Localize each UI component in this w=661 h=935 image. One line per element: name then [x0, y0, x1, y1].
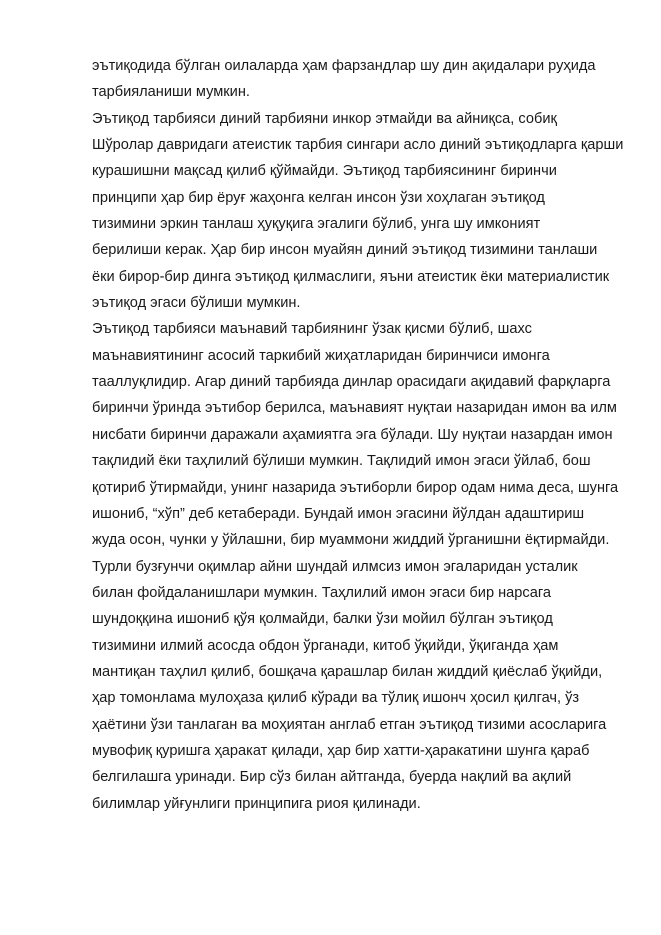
text-line: шундоққина ишониб қўя қолмайди, балки ўзи мойил бўлган эътиқод: [92, 611, 553, 628]
text-line: Шўролар давридаги атеистик тарбия сингари асло диний эътиқодларга қарши: [92, 137, 624, 154]
text-line: тааллуқлидир. Агар диний тарбияда динлар орасидаги ақидавий фарқларга: [92, 374, 611, 391]
text-line: ҳар томонлама мулоҳаза қилиб кўради ва тўлиқ ишонч ҳосил қилгач, ўз: [92, 690, 580, 707]
text-line: Эътиқод тарбияси диний тарбияни инкор этмайди ва айниқса, собиқ: [92, 110, 557, 127]
text-line: курашишни мақсад қилиб қўймайди. Эътиқод тарбиясининг биринчи: [92, 163, 557, 180]
text-line: нисбати биринчи даражали аҳамиятга эга бўлади. Шу нуқтаи назардан имон: [92, 426, 613, 443]
text-line: билимлар уйғунлиги принципига риоя қилинади.: [92, 795, 421, 812]
text-line: эътиқод эгаси бўлиши мумкин.: [92, 295, 301, 312]
text-line: маънавиятининг асосий таркибий жиҳатларидан биринчиси имонга: [92, 347, 550, 364]
document-body: [92, 53, 652, 817]
text-line: мантиқан таҳлил қилиб, бошқача қарашлар билан жиддий қиёслаб ўқийди,: [92, 663, 603, 680]
text-line: Эътиқод тарбияси маънавий тарбиянинг ўзак қисми бўлиб, шахс: [92, 321, 532, 338]
text-line: билан фойдаланишлари мумкин. Таҳлилий имон эгаси бир нарсага: [92, 584, 551, 601]
text-line: ишониб, “хўп” деб кетаберади. Бундай имон эгасини йўлдан адаштириш: [92, 505, 585, 522]
text-line: жуда осон, чунки у ўйлашни, бир муаммони жиддий ўрганишни ёқтирмайди.: [92, 532, 610, 549]
text-line: тизимини эркин танлаш ҳуқуқига эгалиги бўлиб, унга шу имконият: [92, 216, 541, 233]
text-line: тарбияланиши мумкин.: [92, 84, 250, 101]
text-line: ёки бирор-бир динга эътиқод қилмаслиги, яъни атеистик ёки материалистик: [92, 268, 610, 285]
text-line: қотириб ўтирмайди, унинг назарида эътиборли бирор одам нима деса, шунга: [92, 479, 619, 496]
text-line: эътиқодида бўлган оилаларда ҳам фарзандлар шу дин ақидалари руҳида: [92, 58, 596, 74]
text-line: Турли бузғунчи оқимлар айни шундай илмсиз имон эгаларидан усталик: [92, 558, 578, 575]
text-line: тақлидий ёки таҳлилий бўлиши мумкин. Тақлидий имон эгаси ўйлаб, бош: [92, 453, 591, 470]
text-line: принципи ҳар бир ёруғ жаҳонга келган инсон ўзи хоҳлаган эътиқод: [92, 189, 545, 206]
text-line: берилиши керак. Ҳар бир инсон муайян диний эътиқод тизимини танлаши: [92, 242, 598, 259]
text-line: биринчи ўринда эътибор берилса, маънавият нуқтаи назаридан имон ва илм: [92, 400, 617, 417]
text-line: ҳаётини ўзи танлаган ва моҳиятан англаб етган эътиқод тизими асосларига: [92, 716, 607, 733]
text-line: тизимини илмий асосда обдон ўрганади, китоб ўқийди, ўқиганда ҳам: [92, 637, 559, 654]
text-line: белгилашга уринади. Бир сўз билан айтганда, буерда нақлий ва ақлий: [92, 769, 572, 786]
text-line: мувофиқ қуришга ҳаракат қилади, ҳар бир хатти-ҳаракатини шунга қараб: [92, 742, 590, 759]
